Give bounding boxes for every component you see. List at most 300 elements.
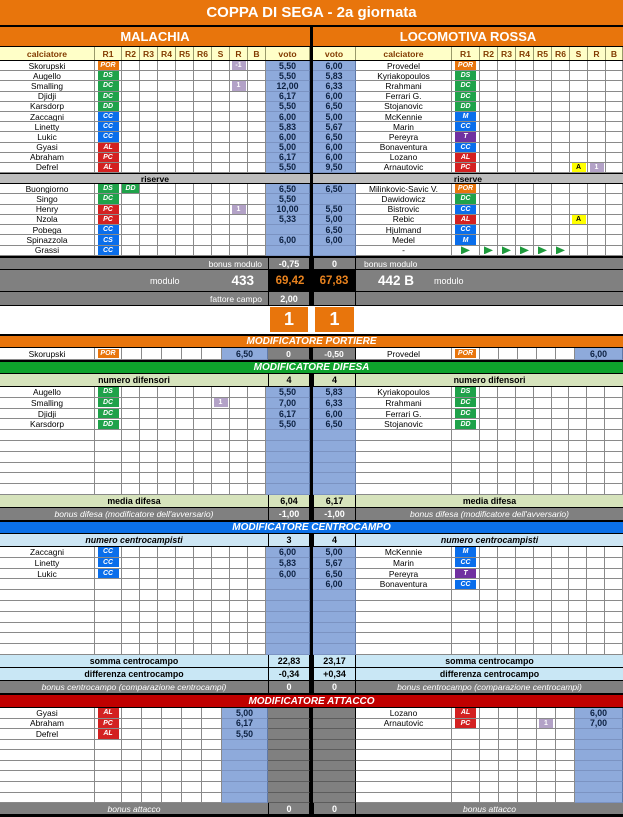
header-round: B: [248, 47, 266, 60]
player-role-cell[interactable]: [95, 132, 122, 142]
voto-cell[interactable]: 5,50: [313, 205, 356, 215]
player-role-cell[interactable]: [452, 547, 480, 558]
grid-cell: [606, 163, 623, 173]
player-name-cell[interactable]: Gyasi: [0, 708, 95, 719]
voto-cell[interactable]: 6,17: [266, 92, 310, 102]
player-role-cell: [452, 729, 480, 740]
player-name-cell[interactable]: Medel: [356, 235, 452, 245]
grid-cell: [158, 569, 176, 580]
bonus-difesa-away[interactable]: -1,00: [313, 508, 356, 520]
player-name-cell[interactable]: McKennie: [356, 547, 452, 558]
voto-cell[interactable]: 5,67: [313, 558, 356, 569]
player-role-cell[interactable]: [95, 729, 122, 740]
voto-cell: [313, 441, 356, 452]
player-role-cell[interactable]: [95, 419, 122, 430]
voto-cell[interactable]: 6,17: [266, 409, 310, 420]
role-badge: CC: [455, 143, 476, 152]
numero-centrocampisti-home[interactable]: 3: [268, 534, 310, 546]
player-role-cell[interactable]: [452, 708, 480, 719]
role-badge: M: [455, 547, 476, 557]
grid-cell: [606, 225, 623, 235]
numero-difensori-home[interactable]: 4: [268, 374, 310, 386]
grid-cell: [122, 569, 140, 580]
voto-cell[interactable]: 5,50: [266, 387, 310, 398]
header-round: S: [570, 47, 588, 60]
voto-cell[interactable]: 6,00: [313, 579, 356, 590]
player-role-cell[interactable]: [452, 558, 480, 569]
player-row: [0, 225, 623, 235]
player-name-cell[interactable]: Rrahmani: [356, 398, 452, 409]
player-role-cell[interactable]: [452, 348, 480, 360]
bonus-modulo-value-home[interactable]: -0,75: [268, 258, 310, 269]
player-role-cell: [95, 793, 122, 804]
grid-cell: [158, 473, 176, 484]
voto-cell[interactable]: 6,50: [313, 102, 356, 112]
fattore-campo-value-away: [313, 292, 356, 305]
player-role-cell[interactable]: [452, 194, 480, 204]
voto-cell[interactable]: 5,00: [313, 547, 356, 558]
player-name-cell[interactable]: Ferrari G.: [356, 409, 452, 420]
voto-cell[interactable]: 12,00: [266, 81, 310, 91]
player-name-cell[interactable]: Grassi: [0, 246, 95, 256]
voto-cell[interactable]: 6,50: [222, 348, 268, 360]
player-role-cell[interactable]: [95, 708, 122, 719]
grid-cell: [194, 225, 212, 235]
away-half: [313, 793, 623, 804]
player-name-cell[interactable]: Djidji: [0, 409, 95, 420]
grid-cell: [605, 579, 623, 590]
grid-cell: [534, 163, 552, 173]
voto-cell[interactable]: 6,00: [313, 153, 356, 163]
grid-cell: [158, 71, 176, 81]
player-name-cell: [356, 782, 452, 793]
role-badge: CC: [98, 112, 119, 121]
player-name-cell[interactable]: Kyriakopoulos: [356, 71, 452, 81]
grid-cell: [588, 122, 606, 132]
player-role-cell[interactable]: [452, 184, 480, 194]
voto-cell[interactable]: 5,33: [266, 215, 310, 225]
player-role-cell[interactable]: [95, 71, 122, 81]
player-role-cell: [452, 782, 480, 793]
differenza-centrocampo-home[interactable]: -0,34: [268, 668, 310, 680]
player-role-cell[interactable]: [452, 409, 480, 420]
voto-cell[interactable]: 6,00: [266, 547, 310, 558]
player-name-cell[interactable]: Djidji: [0, 92, 95, 102]
grid-cell: [605, 601, 623, 612]
voto-cell[interactable]: 5,50: [266, 102, 310, 112]
grid-cell: [498, 205, 516, 215]
team-header-row: [0, 27, 623, 47]
player-name-cell[interactable]: Bonaventura: [356, 579, 452, 590]
grid-cell: [606, 153, 623, 163]
played-flag-icon: [520, 246, 529, 254]
player-row: [0, 719, 623, 730]
role-badge: PC: [98, 719, 119, 729]
grid-cell: [480, 473, 498, 484]
grid-cell: [212, 246, 230, 256]
grid-cell: [162, 719, 182, 730]
grid-cell: [158, 463, 176, 474]
grid-cell: [552, 194, 570, 204]
player-name-cell[interactable]: Provedel: [356, 348, 452, 360]
total-score-box: [268, 270, 356, 291]
player-role-cell[interactable]: [95, 558, 122, 569]
player-role-cell[interactable]: [95, 153, 122, 163]
role-badge: DD: [455, 420, 476, 430]
player-role-cell[interactable]: [452, 81, 480, 91]
grid-cell: [194, 92, 212, 102]
grid-cell: [552, 92, 570, 102]
voto-cell[interactable]: 6,50: [313, 569, 356, 580]
player-name-cell[interactable]: Bistrovic: [356, 205, 452, 215]
voto-cell[interactable]: 5,83: [266, 558, 310, 569]
player-name-cell[interactable]: Gyasi: [0, 143, 95, 153]
voto-cell[interactable]: 6,17: [222, 719, 268, 730]
player-name-cell[interactable]: McKennie: [356, 112, 452, 122]
total-away[interactable]: 67,83: [319, 274, 349, 287]
player-role-cell[interactable]: [452, 419, 480, 430]
grid-cell: [480, 750, 499, 761]
player-name-cell[interactable]: Nzola: [0, 215, 95, 225]
grid-cell: [552, 484, 570, 495]
player-role-cell[interactable]: [95, 387, 122, 398]
bonus-attacco-home[interactable]: 0: [268, 803, 310, 814]
player-role-cell[interactable]: [452, 719, 480, 730]
player-role-cell[interactable]: [452, 153, 480, 163]
voto-cell[interactable]: 5,00: [313, 215, 356, 225]
player-name-cell[interactable]: Skorupski: [0, 61, 95, 71]
played-flag-icon: [502, 246, 511, 254]
player-name-cell[interactable]: Linetty: [0, 558, 95, 569]
grid-cell: [140, 623, 158, 634]
player-name-cell[interactable]: Stojanovic: [356, 419, 452, 430]
player-name-cell[interactable]: Smalling: [0, 398, 95, 409]
grid-cell: [606, 143, 623, 153]
player-role-cell[interactable]: [452, 225, 480, 235]
player-name-cell[interactable]: Karsdorp: [0, 102, 95, 112]
player-role-cell[interactable]: [95, 205, 122, 215]
player-role-cell[interactable]: [95, 398, 122, 409]
numero-centrocampisti-away[interactable]: 4: [313, 534, 356, 546]
section-bar-centrocampo: MODIFICATORE CENTROCAMPO: [0, 521, 623, 534]
player-name-cell: [356, 644, 452, 655]
grid-cell: [606, 81, 623, 91]
modulo-value-home[interactable]: 433: [231, 273, 254, 288]
player-name-cell[interactable]: Rrahmani: [356, 81, 452, 91]
player-role-cell[interactable]: [95, 225, 122, 235]
player-name-cell[interactable]: Pobega: [0, 225, 95, 235]
player-role-cell[interactable]: [95, 348, 122, 360]
player-role-cell[interactable]: [95, 92, 122, 102]
player-name-cell[interactable]: Defrel: [0, 729, 95, 740]
voto-cell[interactable]: 5,50: [266, 71, 310, 81]
player-row: [0, 569, 623, 580]
voto-cell[interactable]: 6,50: [313, 225, 356, 235]
voto-cell[interactable]: 6,17: [266, 153, 310, 163]
player-role-cell: [95, 430, 122, 441]
grid-cell: [162, 761, 182, 772]
player-name-cell[interactable]: Smalling: [0, 81, 95, 91]
player-name-cell: [356, 729, 452, 740]
player-role-cell[interactable]: [452, 61, 480, 71]
voto-cell: [575, 782, 623, 793]
player-role-cell[interactable]: [95, 569, 122, 580]
header-round: S: [212, 47, 230, 60]
fattore-campo-label: fattore campo: [210, 293, 262, 304]
grid-cell: [516, 184, 534, 194]
player-name-cell[interactable]: Arnautovic: [356, 163, 452, 173]
grid-cell: [480, 419, 498, 430]
player-name-cell[interactable]: Pereyra: [356, 132, 452, 142]
grid-cell: [248, 590, 266, 601]
voto-cell[interactable]: 6,50: [313, 184, 356, 194]
grid-cell: [516, 633, 534, 644]
player-name-cell[interactable]: Stojanovic: [356, 102, 452, 112]
voto-cell[interactable]: 6,00: [266, 569, 310, 580]
player-name-cell[interactable]: Linetty: [0, 122, 95, 132]
grid-cell: [176, 430, 194, 441]
bonus-modulo-value-away[interactable]: 0: [313, 258, 356, 269]
player-role-cell[interactable]: [452, 215, 480, 225]
player-name-cell[interactable]: Marin: [356, 558, 452, 569]
player-name-cell[interactable]: Buongiorno: [0, 184, 95, 194]
voto-cell[interactable]: 7,00: [266, 398, 310, 409]
player-role-cell[interactable]: [95, 112, 122, 122]
player-role-cell[interactable]: [95, 719, 122, 730]
voto-cell[interactable]: 6,00: [266, 132, 310, 142]
player-role-cell[interactable]: [452, 122, 480, 132]
player-name-cell[interactable]: Spinazzola: [0, 235, 95, 245]
player-role-cell[interactable]: [452, 143, 480, 153]
voto-cell[interactable]: 10,00: [266, 205, 310, 215]
player-name-cell[interactable]: Kyriakopoulos: [356, 387, 452, 398]
player-name-cell[interactable]: Lozano: [356, 708, 452, 719]
grid-cell: [176, 102, 194, 112]
grid-cell: [140, 441, 158, 452]
player-name-cell: [0, 771, 95, 782]
player-name-cell[interactable]: Milinkovic-Savic V.: [356, 184, 452, 194]
numero-difensori-away[interactable]: 4: [313, 374, 356, 386]
voto-cell[interactable]: 6,33: [313, 81, 356, 91]
modifier-cell: [313, 771, 356, 782]
player-name-cell[interactable]: Lozano: [356, 153, 452, 163]
player-role-cell[interactable]: [452, 163, 480, 173]
grid-cell: [516, 122, 534, 132]
voto-cell[interactable]: 5,00: [222, 708, 268, 719]
grid-cell: [212, 419, 230, 430]
voto-cell[interactable]: 5,00: [313, 112, 356, 122]
player-name-cell[interactable]: Rebic: [356, 215, 452, 225]
player-role-cell[interactable]: [95, 547, 122, 558]
player-name-cell[interactable]: Bonaventura: [356, 143, 452, 153]
voto-cell[interactable]: 6,50: [266, 184, 310, 194]
modifier-cell[interactable]: 0: [268, 348, 310, 360]
voto-cell[interactable]: 6,50: [313, 132, 356, 142]
grid-cell: [140, 61, 158, 71]
player-name-cell[interactable]: Karsdorp: [0, 419, 95, 430]
grid-cell: [194, 246, 212, 256]
voto-cell[interactable]: 6,50: [313, 419, 356, 430]
grid-cell: [248, 92, 266, 102]
player-name-cell[interactable]: Lukic: [0, 132, 95, 142]
somma-centrocampo-home[interactable]: 22,83: [268, 655, 310, 667]
player-name-cell[interactable]: Abraham: [0, 719, 95, 730]
grid-cell: [552, 409, 570, 420]
player-role-cell[interactable]: [95, 102, 122, 112]
grid-cell: [516, 590, 534, 601]
voto-cell[interactable]: 6,00: [313, 409, 356, 420]
grid-cell: [140, 612, 158, 623]
voto-cell: [575, 750, 623, 761]
grid-cell: [194, 102, 212, 112]
player-name-cell[interactable]: Henry: [0, 205, 95, 215]
voto-cell[interactable]: 6,00: [313, 143, 356, 153]
player-name-cell[interactable]: Abraham: [0, 153, 95, 163]
grid-cell: [570, 225, 588, 235]
voto-cell[interactable]: 5,50: [266, 61, 310, 71]
player-name-cell[interactable]: Ferrari G.: [356, 92, 452, 102]
media-difesa-home[interactable]: 6,04: [268, 495, 310, 507]
player-role-cell[interactable]: [95, 184, 122, 194]
player-role-cell[interactable]: [452, 112, 480, 122]
modifier-cell: [313, 740, 356, 751]
voto-cell[interactable]: 9,50: [313, 163, 356, 173]
voto-cell[interactable]: 6,00: [266, 235, 310, 245]
voto-cell[interactable]: 5,50: [266, 163, 310, 173]
voto-cell[interactable]: 5,83: [313, 387, 356, 398]
grid-cell: [248, 112, 266, 122]
player-name-cell[interactable]: Provedel: [356, 61, 452, 71]
player-name-cell[interactable]: Lukic: [0, 569, 95, 580]
player-role-cell[interactable]: [452, 205, 480, 215]
grid-cell: [605, 623, 623, 634]
voto-cell[interactable]: 6,00: [313, 61, 356, 71]
bonus-attacco-away[interactable]: 0: [313, 803, 356, 814]
grid-cell: [552, 419, 570, 430]
voto-cell: [313, 623, 356, 634]
player-role-cell[interactable]: [95, 194, 122, 204]
player-role-cell[interactable]: [95, 61, 122, 71]
player-name-cell[interactable]: Arnautovic: [356, 719, 452, 730]
player-role-cell[interactable]: [95, 235, 122, 245]
modifier-cell[interactable]: -0,50: [313, 348, 356, 360]
player-role-cell[interactable]: [452, 569, 480, 580]
voto-cell[interactable]: 7,00: [575, 719, 623, 730]
player-role-cell[interactable]: [452, 92, 480, 102]
player-name-cell[interactable]: Zaccagni: [0, 112, 95, 122]
player-name-cell[interactable]: Skorupski: [0, 348, 95, 360]
grid-cell: [498, 215, 516, 225]
player-name-cell[interactable]: Hjulmand: [356, 225, 452, 235]
voto-cell[interactable]: 6,00: [313, 92, 356, 102]
voto-cell[interactable]: 5,50: [222, 729, 268, 740]
modulo-value-away[interactable]: 442 B: [378, 273, 415, 288]
bonus-centrocampo-home[interactable]: 0: [268, 681, 310, 693]
player-name-cell[interactable]: Augello: [0, 71, 95, 81]
grid-cell: [158, 184, 176, 194]
role-badge: POR: [455, 349, 476, 359]
grid-cell: [570, 184, 588, 194]
grid-cell: [552, 225, 570, 235]
grid-cell: [176, 235, 194, 245]
player-role-cell[interactable]: [452, 387, 480, 398]
player-name-cell[interactable]: Dawidowicz: [356, 194, 452, 204]
voto-cell[interactable]: 6,00: [266, 112, 310, 122]
voto-cell[interactable]: 5,50: [266, 194, 310, 204]
player-name-cell[interactable]: -: [356, 246, 452, 256]
player-role-cell[interactable]: [95, 81, 122, 91]
player-name-cell[interactable]: Pereyra: [356, 569, 452, 580]
media-difesa-away[interactable]: 6,17: [313, 495, 356, 507]
grid-cell: [248, 205, 266, 215]
player-role-cell[interactable]: [452, 398, 480, 409]
grid-cell: [212, 163, 230, 173]
player-role-cell[interactable]: [95, 215, 122, 225]
player-role-cell[interactable]: [95, 143, 122, 153]
player-role-cell[interactable]: [95, 122, 122, 132]
somma-centrocampo-away[interactable]: 23,17: [313, 655, 356, 667]
voto-cell[interactable]: 5,00: [266, 143, 310, 153]
grid-cell: [534, 633, 552, 644]
voto-cell[interactable]: 6,00: [575, 708, 623, 719]
grid-cell: [194, 122, 212, 132]
grid-cell: [518, 782, 537, 793]
voto-cell[interactable]: 5,83: [313, 71, 356, 81]
grid-cell: [480, 61, 498, 71]
differenza-centrocampo-away[interactable]: +0,34: [313, 668, 356, 680]
away-half: [313, 579, 623, 590]
fattore-campo-value-home[interactable]: 2,00: [268, 292, 310, 305]
player-role-cell[interactable]: [452, 102, 480, 112]
voto-cell[interactable]: 6,00: [313, 235, 356, 245]
player-role-cell[interactable]: [95, 246, 122, 256]
grid-cell: [248, 215, 266, 225]
grid-cell: [516, 102, 534, 112]
grid-cell: [176, 194, 194, 204]
player-name-cell[interactable]: Zaccagni: [0, 547, 95, 558]
role-badge: DD: [98, 102, 119, 111]
grid-cell: [587, 484, 605, 495]
voto-cell[interactable]: 5,50: [266, 419, 310, 430]
grid-cell: [158, 612, 176, 623]
grid-cell: [176, 633, 194, 644]
player-name-cell[interactable]: Singo: [0, 194, 95, 204]
voto-cell[interactable]: 5,67: [313, 122, 356, 132]
player-name-cell[interactable]: Augello: [0, 387, 95, 398]
total-home[interactable]: 69,42: [275, 274, 305, 287]
header-round: R1: [95, 47, 122, 60]
role-badge: AL: [98, 708, 119, 718]
voto-cell[interactable]: 6,00: [575, 348, 623, 360]
player-role-cell[interactable]: [95, 163, 122, 173]
player-role-cell[interactable]: [452, 132, 480, 142]
player-name-cell[interactable]: Defrel: [0, 163, 95, 173]
bonus-centrocampo-away[interactable]: 0: [313, 681, 356, 693]
player-role-cell[interactable]: [452, 235, 480, 245]
grid-cell: [499, 348, 518, 360]
grid-cell: [122, 590, 140, 601]
voto-cell[interactable]: 5,83: [266, 122, 310, 132]
voto-cell[interactable]: 6,33: [313, 398, 356, 409]
player-role-cell[interactable]: [452, 579, 480, 590]
player-name-cell[interactable]: Marin: [356, 122, 452, 132]
grid-cell: [230, 569, 248, 580]
header-round: R2: [480, 47, 498, 60]
player-name-cell: [356, 601, 452, 612]
player-role-cell[interactable]: [95, 409, 122, 420]
player-role-cell[interactable]: [452, 71, 480, 81]
bonus-difesa-home[interactable]: -1,00: [268, 508, 310, 520]
